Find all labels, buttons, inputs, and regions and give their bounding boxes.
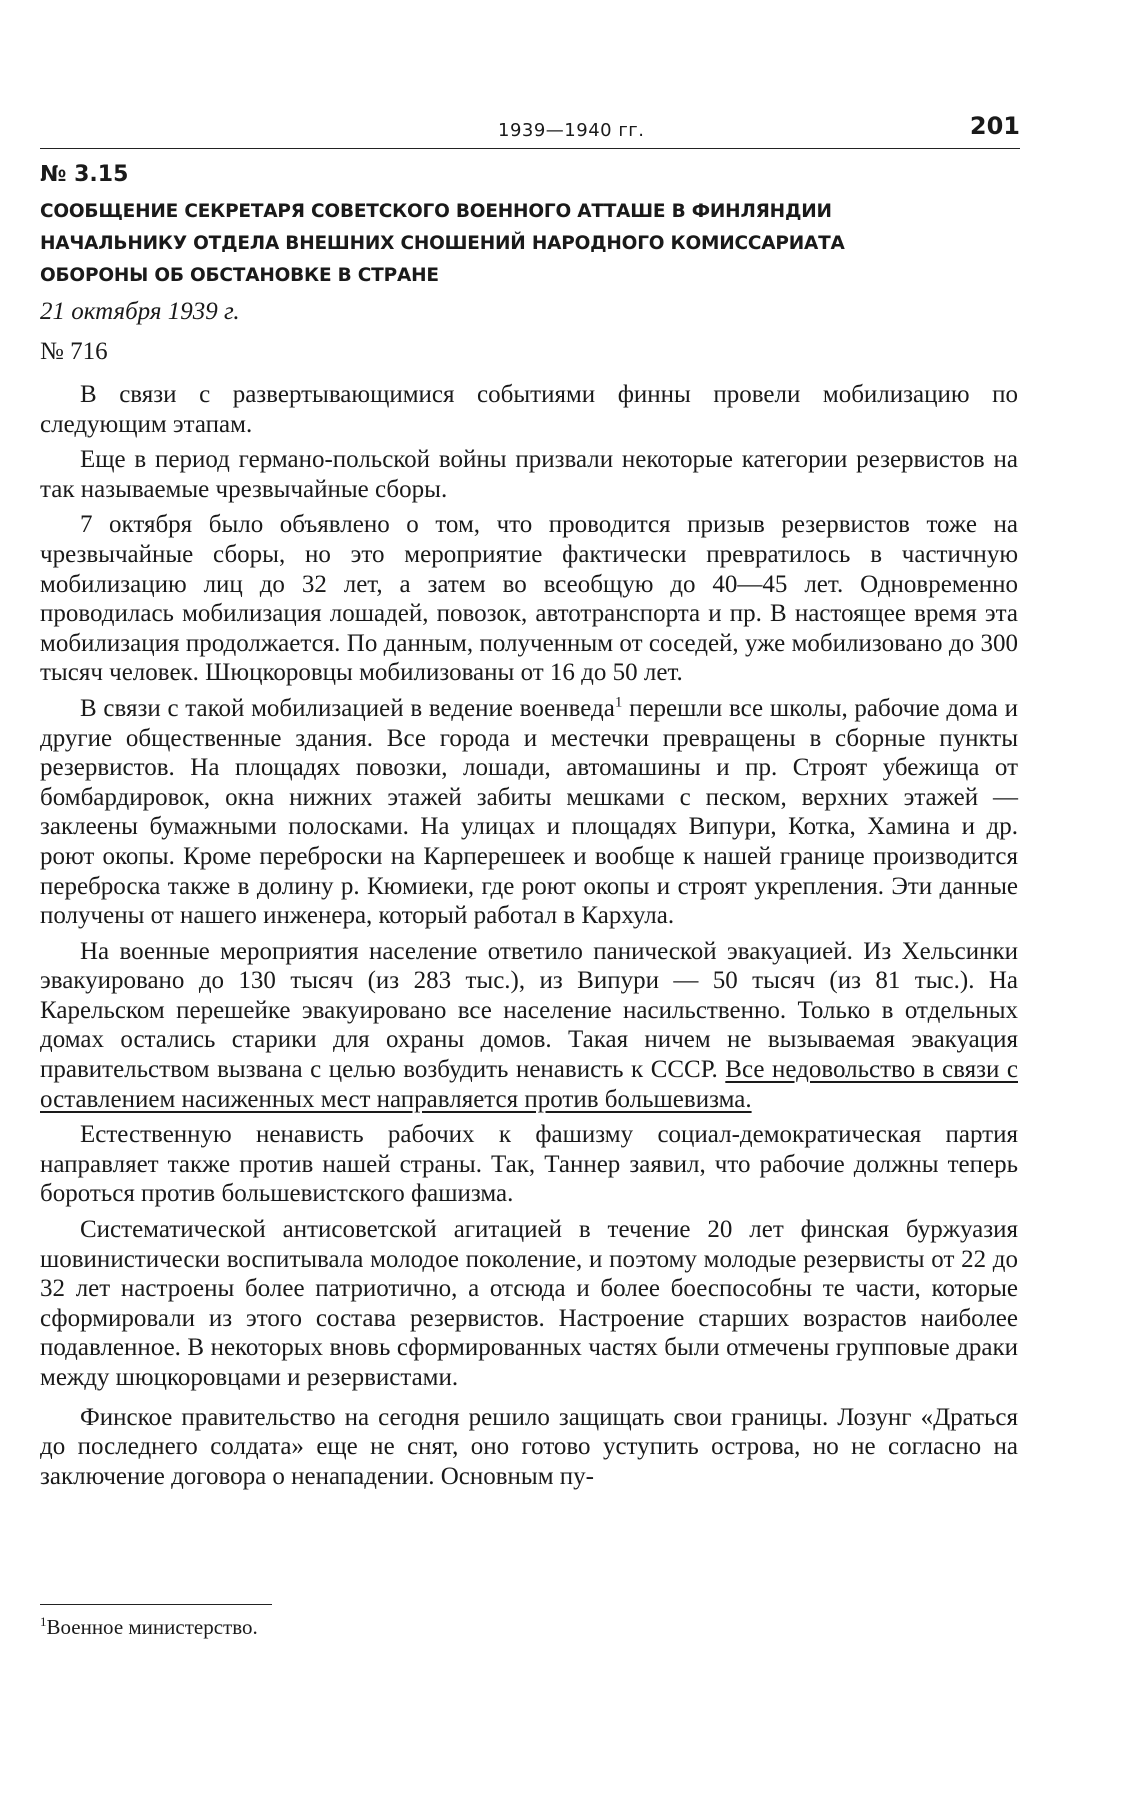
footnote-text: Военное министерство.: [46, 1615, 258, 1639]
paragraph-5-text: На военные мероприятия население ответило панической эвакуацией. Из Хельсинки эвакуировано до 130 тысяч (из 283 тыс.), из Випури — 50 тысяч (из 81 тыс.). На Карельском перешейке эвакуировано все население насильственно. Только в отдельных домах остались старики для охраны домов. Такая ничем не вызываемая эвакуация правительством вызвана с целью возбудить ненависть к СССР.: [40, 937, 1018, 1084]
document-title-line-3: ОБОРОНЫ ОБ ОБСТАНОВКЕ В СТРАНЕ: [40, 265, 439, 286]
paragraph-4: [40, 694, 1018, 931]
page-number: 201: [969, 112, 1020, 140]
document-title-line-1: СООБЩЕНИЕ СЕКРЕТАРЯ СОВЕТСКОГО ВОЕННОГО АТТАШЕ В ФИНЛЯНДИИ: [40, 201, 832, 222]
paragraph-5-underlined: Все недовольство в связи с оставлением насиженных мест направляется против большевизма.: [40, 1056, 1018, 1113]
running-header-years: 1939—1940 гг.: [498, 120, 645, 141]
document-ref-number: № 716: [40, 338, 108, 365]
document-number: № 3.15: [40, 162, 129, 187]
footnote-reference: 1: [614, 694, 623, 711]
running-header: [40, 108, 1020, 149]
footnote-mark: 1: [40, 1614, 47, 1629]
paragraph-2: Еще в период германо-польской войны призвали некоторые категории резервистов на так называемые чрезвычайные сборы.: [40, 446, 1018, 503]
footnote: [40, 1614, 258, 1640]
paragraph-7: Систематической антисоветской агитацией в течение 20 лет финская буржуазия шовинистически воспитывала молодое поколение, и поэтому молодые резервисты от 22 до 32 лет настроены более патриотично, а отсюда и более боеспособны те части, которые сформировали из этого состава резервистов. Настроение старших возрастов наиболее подавленное. В некоторых вновь сформированных частях были отмечены групповые драки между шюцкоровцами и резервистами.: [40, 1216, 1018, 1391]
paragraph-5: [40, 937, 1018, 1115]
footnote-divider: [40, 1604, 272, 1605]
paragraph-4-start: В связи с такой мобилизацией в ведение военведа: [80, 694, 615, 722]
document-title: [40, 196, 1030, 292]
paragraph-6: Естественную ненависть рабочих к фашизму социал-демократическая партия направляет также против нашей страны. Так, Таннер заявил, что рабочие должны теперь бороться против большевистского фашизма.: [40, 1121, 1018, 1208]
paragraph-4-end: перешли все школы, рабочие дома и другие общественные здания. Все города и местечки превращены в сборные пункты резервистов. На площадях повозки, лошади, автомашины и пр. Строят убежища от бомбардировок, окна нижних этажей забиты мешками с песком, верхних этажей — заклеены бумажными полосками. На улицах и площадях Випури, Котка, Хамина и др. роют окопы. Кроме переброски на Карперешеек и вообще к нашей границе производится переброска также в долину р. Кюмиеки, где роют окопы и строят укрепления. Эти данные получены от нашего инженера, который работал в Кархула.: [40, 694, 1018, 930]
paragraph-1: В связи с развертывающимися событиями финны провели мобилизацию по следующим этапам.: [40, 381, 1018, 438]
paragraph-8: Финское правительство на сегодня решило защищать свои границы. Лозунг «Драться до последнего солдата» еще не снят, оно готово уступить острова, но не согласно на заключение договора о ненападении. Основным пу-: [40, 1403, 1018, 1490]
paragraph-3: 7 октября было объявлено о том, что проводится призыв резервистов тоже на чрезвычайные сборы, но это мероприятие фактически превратилось в частичную мобилизацию лиц до 32 лет, а затем во всеобщую до 40—45 лет. Одновременно проводилась мобилизация лошадей, повозок, автотранспорта и пр. В настоящее время эта мобилизация продолжается. По данным, полученным от соседей, уже мобилизовано до 300 тысяч человек. Шюцкоровцы мобилизованы от 16 до 50 лет.: [40, 511, 1018, 687]
body-text: [40, 380, 1018, 1497]
document-title-line-2: НАЧАЛЬНИКУ ОТДЕЛА ВНЕШНИХ СНОШЕНИЙ НАРОДНОГО КОМИССАРИАТА: [40, 233, 845, 254]
document-date: 21 октября 1939 г.: [40, 298, 240, 325]
